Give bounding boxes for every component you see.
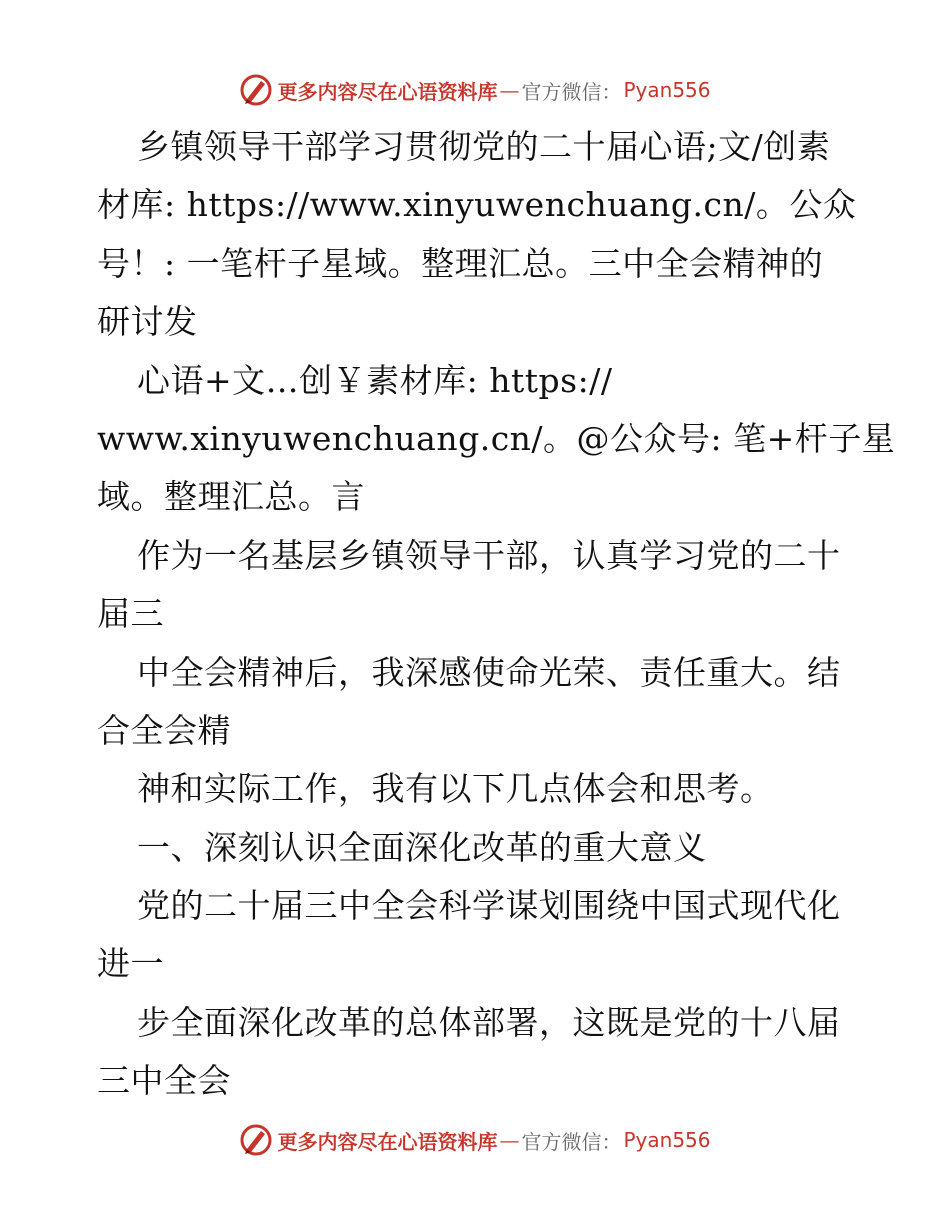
text-line: www.xinyuwenchuang.cn/。@公众号: 笔+杆子星 [97, 418, 896, 458]
pen-logo-icon [239, 1123, 273, 1157]
banner-wechat-label: 官方微信： [521, 1129, 622, 1154]
text-line: 作为一名基层乡镇领导干部，认真学习党的二十 [137, 535, 841, 575]
text-line: 一、深刻认识全面深化改革的重大意义 [137, 827, 707, 867]
text-line: 合全会精 [97, 710, 231, 750]
text-line: 步全面深化改革的总体部署，这既是党的十八届 [137, 1002, 841, 1042]
text-line: 三中全会 [97, 1061, 231, 1101]
text-line: 中全会精神后，我深感使命光荣、责任重大。结 [137, 652, 841, 692]
banner-wechat-id: Pyan556 [623, 1128, 711, 1152]
text-line: 域。整理汇总。言 [97, 477, 365, 517]
text-line: 号！: 一笔杆子星域。整理汇总。三中全会精神的 [97, 243, 824, 283]
banner-brand-text: 更多内容尽在心语资料库 [277, 79, 498, 104]
text-line: 神和实际工作，我有以下几点体会和思考。 [137, 769, 774, 809]
banner-dash: — [499, 1128, 520, 1152]
footer-banner [0, 1120, 950, 1160]
document-body [97, 118, 896, 1111]
text-line: 研讨发 [97, 302, 198, 342]
pen-logo-icon [239, 73, 273, 107]
text-line: 党的二十届三中全会科学谋划围绕中国式现代化 [137, 886, 841, 926]
banner-dash: — [499, 78, 520, 102]
text-line: 乡镇领导干部学习贯彻党的二十届心语;文/创素 [137, 127, 831, 166]
text-line: 届三 [97, 594, 164, 634]
banner-wechat-label: 官方微信： [521, 79, 622, 104]
text-line: 进一 [97, 944, 164, 984]
header-banner [0, 70, 950, 110]
banner-brand-text: 更多内容尽在心语资料库 [277, 1129, 498, 1154]
text-line: 心语+文…创￥素材库: https:// [137, 360, 613, 400]
banner-wechat-id: Pyan556 [623, 78, 711, 102]
text-line: 材库: https://www.xinyuwenchuang.cn/。公众 [97, 185, 857, 225]
